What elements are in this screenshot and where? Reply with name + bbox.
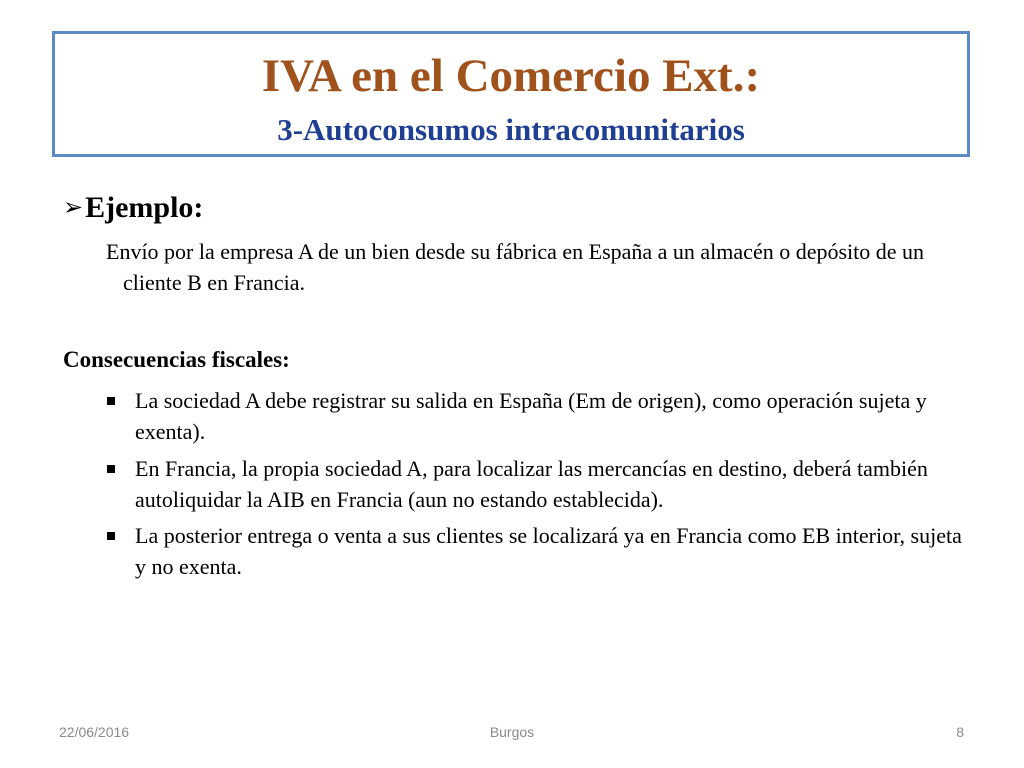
consequences-heading: Consecuencias fiscales:: [63, 347, 290, 372]
consequence-item-text: En Francia, la propia sociedad A, para localizar las mercancías en destino, deberá también autoliquidar la AIB en Francia (aun no estando establecida).: [135, 456, 928, 512]
consequence-item: [135, 385, 975, 447]
slide-title: IVA en el Comercio Ext.:: [261, 50, 761, 102]
square-bullet-icon: [107, 397, 115, 405]
page-number: 8: [956, 724, 964, 740]
example-text: Envío por la empresa A de un bien desde su fábrica en España a un almacén o depósito de un cliente B en Francia.: [106, 239, 925, 295]
consequence-item-text: La sociedad A debe registrar su salida en España (Em de origen), como operación sujeta y exenta).: [135, 388, 927, 444]
consequence-item: [135, 453, 975, 515]
square-bullet-icon: [107, 465, 115, 473]
footer-date: 22/06/2016: [59, 724, 130, 740]
slide-subtitle: 3-Autoconsumos intracomunitarios: [277, 112, 745, 147]
footer-location: Burgos: [489, 724, 535, 740]
consequence-item-text: La posterior entrega o venta a sus clientes se localizará ya en Francia como EB interior, sujeta y no exenta.: [135, 523, 962, 579]
title-box: [52, 31, 970, 157]
consequence-item: [135, 520, 975, 582]
example-heading: [63, 187, 203, 228]
example-heading-label: Ejemplo:: [85, 191, 204, 224]
arrow-bullet-icon: ➢: [63, 193, 84, 221]
square-bullet-icon: [107, 532, 115, 540]
